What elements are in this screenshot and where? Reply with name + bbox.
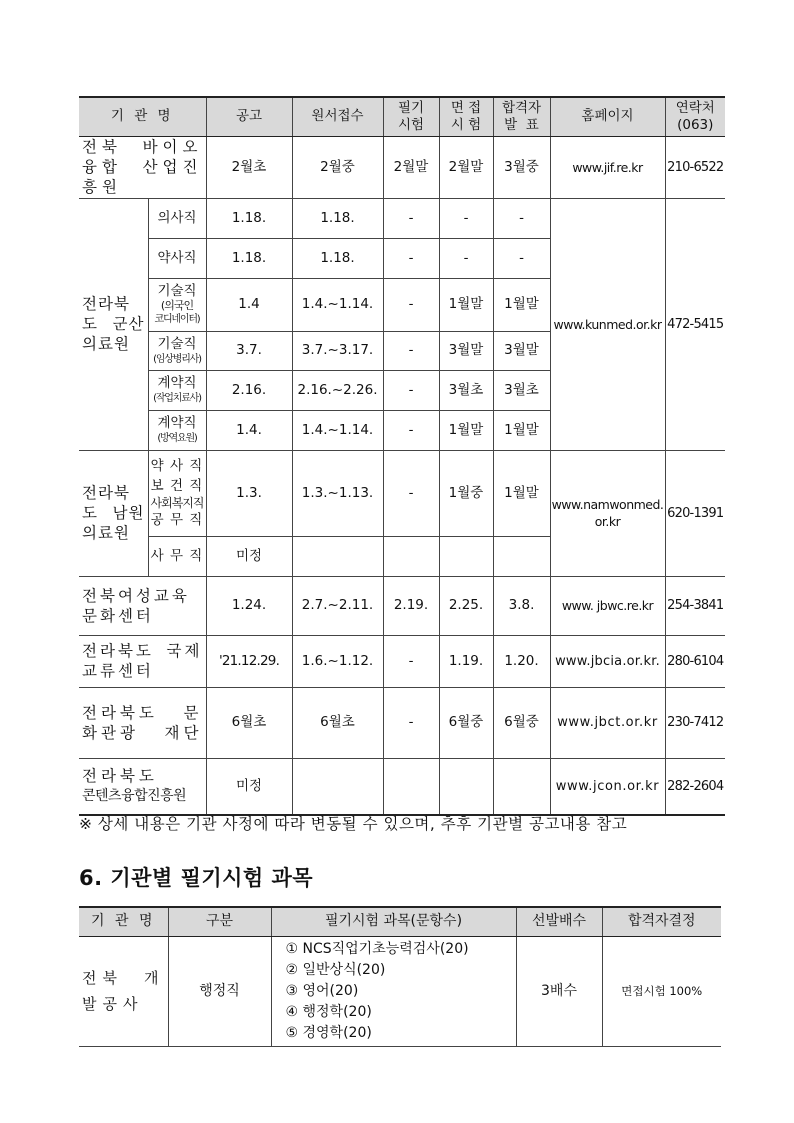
application: 1.6.~1.12. — [292, 635, 383, 687]
agency-kunmed: 전라북도 군산 의료원 — [79, 198, 148, 450]
notice: 6월초 — [206, 687, 292, 758]
interview: 1월말 — [439, 410, 493, 450]
result: - — [493, 238, 550, 278]
job-type: 의사직 — [148, 198, 206, 238]
recruitment-schedule-table — [79, 96, 725, 816]
written-test: - — [383, 635, 439, 687]
agency-jbwc: 전북여성교육 문화센터 — [79, 576, 206, 635]
subject-item: ① NCS직업기초능력검사(20) — [285, 940, 469, 957]
application: 6월초 — [292, 687, 383, 758]
header-ratio: 선발배수 — [516, 907, 602, 936]
result: 3.8. — [493, 576, 550, 635]
written-test: - — [383, 278, 439, 331]
header-homepage: 홈페이지 — [550, 97, 665, 136]
notice: 2.16. — [206, 370, 292, 410]
interview — [439, 536, 493, 576]
interview: 6월중 — [439, 687, 493, 758]
interview: 1.19. — [439, 635, 493, 687]
homepage-jbcia[interactable]: www.jbcia.or.kr. — [550, 635, 665, 687]
application: 1.18. — [292, 198, 383, 238]
header-notice: 공고 — [206, 97, 292, 136]
agency-jbdc: 전북 개발공사 — [79, 936, 168, 1046]
contact-jbcia: 280-6104 — [665, 635, 725, 687]
result: 3월초 — [493, 370, 550, 410]
homepage-jcon[interactable]: www.jcon.or.kr — [550, 758, 665, 815]
written-test: 2.19. — [383, 576, 439, 635]
interview: 2.25. — [439, 576, 493, 635]
row-jif — [79, 136, 725, 198]
interview: 3월말 — [439, 331, 493, 370]
written-test: - — [383, 450, 439, 536]
notice: 1.24. — [206, 576, 292, 635]
result: 1.20. — [493, 635, 550, 687]
result: 6월중 — [493, 687, 550, 758]
application: 2.16.~2.26. — [292, 370, 383, 410]
notice: '21.12.29. — [206, 635, 292, 687]
header-decision: 합격자결정 — [602, 907, 721, 936]
contact-kunmed: 472-5415 — [665, 198, 725, 450]
selection-ratio: 3배수 — [516, 936, 602, 1046]
job-type: 기술직 (임상병리사) — [148, 331, 206, 370]
subject-list — [271, 936, 516, 1046]
agency-jif: 전북 바이오융합 산업진흥원 — [79, 136, 206, 198]
job-type: 기술직 (의국인 코디네이터) — [148, 278, 206, 331]
application: 1.4.~1.14. — [292, 410, 383, 450]
agency-namwon: 전라북도 남원 의료원 — [79, 450, 148, 576]
row-kunmed-doctor — [79, 198, 725, 238]
section-heading: 6. 기관별 필기시험 과목 — [79, 866, 314, 890]
header-application: 원서접수 — [292, 97, 383, 136]
written-test-subjects-table — [79, 906, 721, 1047]
interview: 1월중 — [439, 450, 493, 536]
result: 1월말 — [493, 278, 550, 331]
interview — [439, 758, 493, 815]
application: 1.4.~1.14. — [292, 278, 383, 331]
subject-item: ④ 행정학(20) — [285, 1003, 372, 1020]
interview: - — [439, 198, 493, 238]
application: 3.7.~3.17. — [292, 331, 383, 370]
written-test: - — [383, 331, 439, 370]
notice: 1.18. — [206, 238, 292, 278]
subject-item: ⑤ 경영학(20) — [285, 1024, 372, 1041]
result: 3월말 — [493, 331, 550, 370]
category: 행정직 — [168, 936, 271, 1046]
notice: 1.4 — [206, 278, 292, 331]
written-test: - — [383, 370, 439, 410]
application — [292, 758, 383, 815]
result: - — [493, 198, 550, 238]
row-jbct — [79, 687, 725, 758]
result: 1월말 — [493, 450, 550, 536]
contact-namwon: 620-1391 — [665, 450, 725, 576]
notice: 미정 — [206, 758, 292, 815]
result: 1월말 — [493, 410, 550, 450]
footnote: ※ 상세 내용은 기관 사정에 따라 변동될 수 있으며, 추후 기관별 공고내용 참고 — [79, 815, 628, 833]
application: 1.3.~1.13. — [292, 450, 383, 536]
homepage-jbct[interactable]: www.jbct.or.kr — [550, 687, 665, 758]
job-type: 약사직 — [148, 238, 206, 278]
contact-jbwc: 254-3841 — [665, 576, 725, 635]
interview: - — [439, 238, 493, 278]
result: 3월중 — [493, 136, 550, 198]
notice: 3.7. — [206, 331, 292, 370]
written-test: 2월말 — [383, 136, 439, 198]
header-subjects: 필기시험 과목(문항수) — [271, 907, 516, 936]
application: 2월중 — [292, 136, 383, 198]
homepage-namwon[interactable]: www.namwonmed. or.kr — [550, 450, 665, 576]
agency-jbct: 전라북도 문화관광 재단 — [79, 687, 206, 758]
subjects-row-jbdc — [79, 936, 721, 1046]
header-category: 구분 — [168, 907, 271, 936]
written-test — [383, 758, 439, 815]
subject-item: ② 일반상식(20) — [285, 961, 386, 978]
result — [493, 536, 550, 576]
header-agency: 기 관 명 — [79, 907, 168, 936]
homepage-jbwc[interactable]: www. jbwc.re.kr — [550, 576, 665, 635]
application: 1.18. — [292, 238, 383, 278]
result — [493, 758, 550, 815]
job-type: 계약직 (방역요원) — [148, 410, 206, 450]
header-interview: 면 접 시 험 — [439, 97, 493, 136]
row-jbwc — [79, 576, 725, 635]
homepage-kunmed[interactable]: www.kunmed.or.kr — [550, 198, 665, 450]
header-result: 합격자 발 표 — [493, 97, 550, 136]
contact-jbct: 230-7412 — [665, 687, 725, 758]
interview: 2월말 — [439, 136, 493, 198]
notice: 미정 — [206, 536, 292, 576]
notice: 1.4. — [206, 410, 292, 450]
header-agency: 기 관 명 — [79, 97, 206, 136]
interview: 3월초 — [439, 370, 493, 410]
interview: 1월말 — [439, 278, 493, 331]
header-written-test: 필기 시험 — [383, 97, 439, 136]
written-test: - — [383, 410, 439, 450]
schedule-header-row — [79, 97, 725, 136]
contact-jcon: 282-2604 — [665, 758, 725, 815]
notice: 1.18. — [206, 198, 292, 238]
application — [292, 536, 383, 576]
written-test: - — [383, 238, 439, 278]
row-jcon — [79, 758, 725, 815]
notice: 1.3. — [206, 450, 292, 536]
job-type: 사 무 직 — [148, 536, 206, 576]
homepage-jif[interactable]: www.jif.re.kr — [550, 136, 665, 198]
agency-jcon: 전라북도 콘텐츠융합진흥원 — [79, 758, 206, 815]
pass-decision: 면접시험 100% — [602, 936, 721, 1046]
row-jbcia — [79, 635, 725, 687]
row-namwon-multiple — [79, 450, 725, 536]
written-test: - — [383, 198, 439, 238]
agency-jbcia: 전라북도 국제교류센터 — [79, 635, 206, 687]
job-type: 계약직 (작업치료사) — [148, 370, 206, 410]
application: 2.7.~2.11. — [292, 576, 383, 635]
job-type: 약 사 직 보 건 직 사회복지직 공 무 직 — [148, 450, 206, 536]
subjects-header-row — [79, 907, 721, 936]
contact-jif: 210-6522 — [665, 136, 725, 198]
subject-item: ③ 영어(20) — [285, 982, 359, 999]
notice: 2월초 — [206, 136, 292, 198]
written-test: - — [383, 687, 439, 758]
header-contact: 연락처 (063) — [665, 97, 725, 136]
written-test — [383, 536, 439, 576]
